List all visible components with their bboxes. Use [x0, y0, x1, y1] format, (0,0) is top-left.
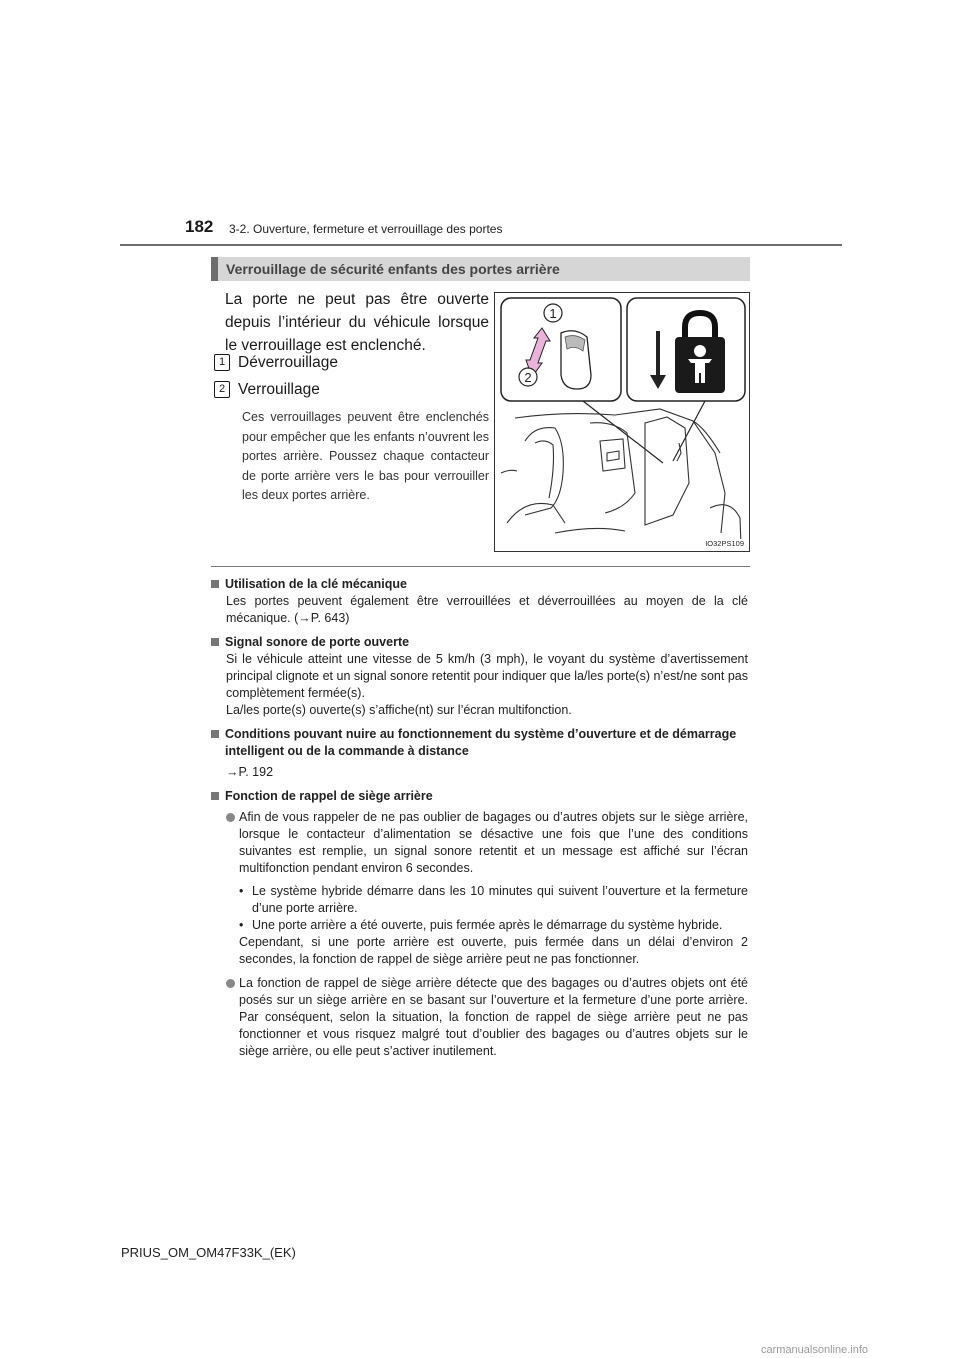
rear-seat-reminder-point-2: La fonction de rappel de siège arrière détecte que des bagages ou d’autres objets ont été posés sur un siège arrière en se basant sur l’ouverture et la fermeture d’une porte arrière. Par conséquent, selon la situation, la fonction de rappel de siège arrière peut ne pas fonctionner et vous risquez malgré tout d’oublier des bagages ou d’autres objets sur le siège arrière, ou elle peut s’activer inutilement. [211, 975, 748, 1060]
note-body-smart-entry-ref: →P. 192 [226, 765, 274, 779]
section-accent [211, 257, 218, 281]
chapter-title: 3-2. Ouverture, fermeture et verrouillage des portes [229, 222, 503, 236]
rear-seat-reminder-condition-1: • Le système hybride démarre dans les 10 minutes qui suivent l’ouverture et la fermeture d’une porte arrière. [239, 884, 748, 915]
legend-label-unlock: Déverrouillage [238, 354, 338, 371]
note-body-open-door-display: La/les porte(s) ouverte(s) s’affiche(nt) sur l’écran multifonction. [226, 703, 572, 717]
callout-1: 1 [549, 306, 557, 321]
door-illustration [495, 293, 751, 553]
note-heading-rear-seat-reminder: Fonction de rappel de siège arrière [211, 788, 748, 805]
note-body-open-door-buzzer: Si le véhicule atteint une vitesse de 5 km/h (3 mph), le voyant du système d’avertissement principal clignote et un signal sonore retentit pour indiquer que la/les porte(s) n’est/ne sont pas complètement fermée(s). [226, 652, 748, 700]
section-divider [211, 566, 750, 567]
child-lock-figure [494, 292, 750, 552]
legend-number-1: 1 [214, 354, 230, 371]
watermark: carmanualsonline.info [761, 1344, 869, 1356]
square-bullet-icon [211, 730, 219, 738]
square-bullet-icon [211, 580, 219, 588]
square-bullet-icon [211, 638, 219, 646]
rear-seat-reminder-point-1: Afin de vous rappeler de ne pas oublier de bagages ou d’autres objets sur le siège arrière, lorsque le contacteur d’alimentation se désactive une fois que l’une des conditions suivantes est remplie, un signal sonore retentit et un message est affiché sur l’écran multifonction pendant environ 6 secondes. [211, 809, 748, 877]
note-heading-open-door-buzzer: Signal sonore de porte ouverte [211, 634, 748, 651]
rear-seat-reminder-caveat: Cependant, si une porte arrière est ouverte, puis fermée dans un délai d’environ 2 secondes, la fonction de rappel de siège arrière peut ne pas fonctionner. [239, 935, 748, 966]
child-lock-note: Ces verrouillages peuvent être enclenchés pour empêcher que les enfants n’ouvrent les portes arrière. Poussez chaque contacteur de porte arrière vers le bas pour verrouiller les deux portes arrière. [242, 410, 489, 502]
page-number: 182 [185, 217, 214, 236]
note-body-mechanical-key: Les portes peuvent également être verrouillées et déverrouillées au moyen de la clé mécanique. (→P. 643) [226, 594, 748, 625]
round-bullet-icon [226, 979, 235, 988]
legend-item-lock [214, 381, 320, 399]
legend-number-2: 2 [214, 381, 230, 398]
legend-item-unlock [214, 354, 338, 372]
note-heading-mechanical-key: Utilisation de la clé mécanique [211, 576, 748, 593]
round-bullet-icon [226, 813, 235, 822]
note-heading-smart-entry-conditions: Conditions pouvant nuire au fonctionnement du système d’ouverture et de démarrage intelligent ou de la commande à distance [211, 726, 748, 760]
section-title-bar [211, 257, 750, 281]
footer-doc-id: PRIUS_OM_OM47F33K_(EK) [121, 1245, 296, 1260]
legend-label-lock: Verrouillage [238, 381, 320, 398]
header-rule [120, 244, 842, 246]
notes-block [211, 576, 748, 1060]
figure-code: IO32PS109 [705, 539, 744, 548]
section-title: Verrouillage de sécurité enfants des portes arrière [226, 261, 560, 277]
callout-2: 2 [524, 370, 532, 385]
square-bullet-icon [211, 792, 219, 800]
section-intro: La porte ne peut pas être ouverte depuis l’intérieur du véhicule lorsque le verrouillage est enclenché. [225, 291, 489, 354]
rear-seat-reminder-condition-2: • Une porte arrière a été ouverte, puis fermée après le démarrage du système hybride. [239, 918, 723, 932]
